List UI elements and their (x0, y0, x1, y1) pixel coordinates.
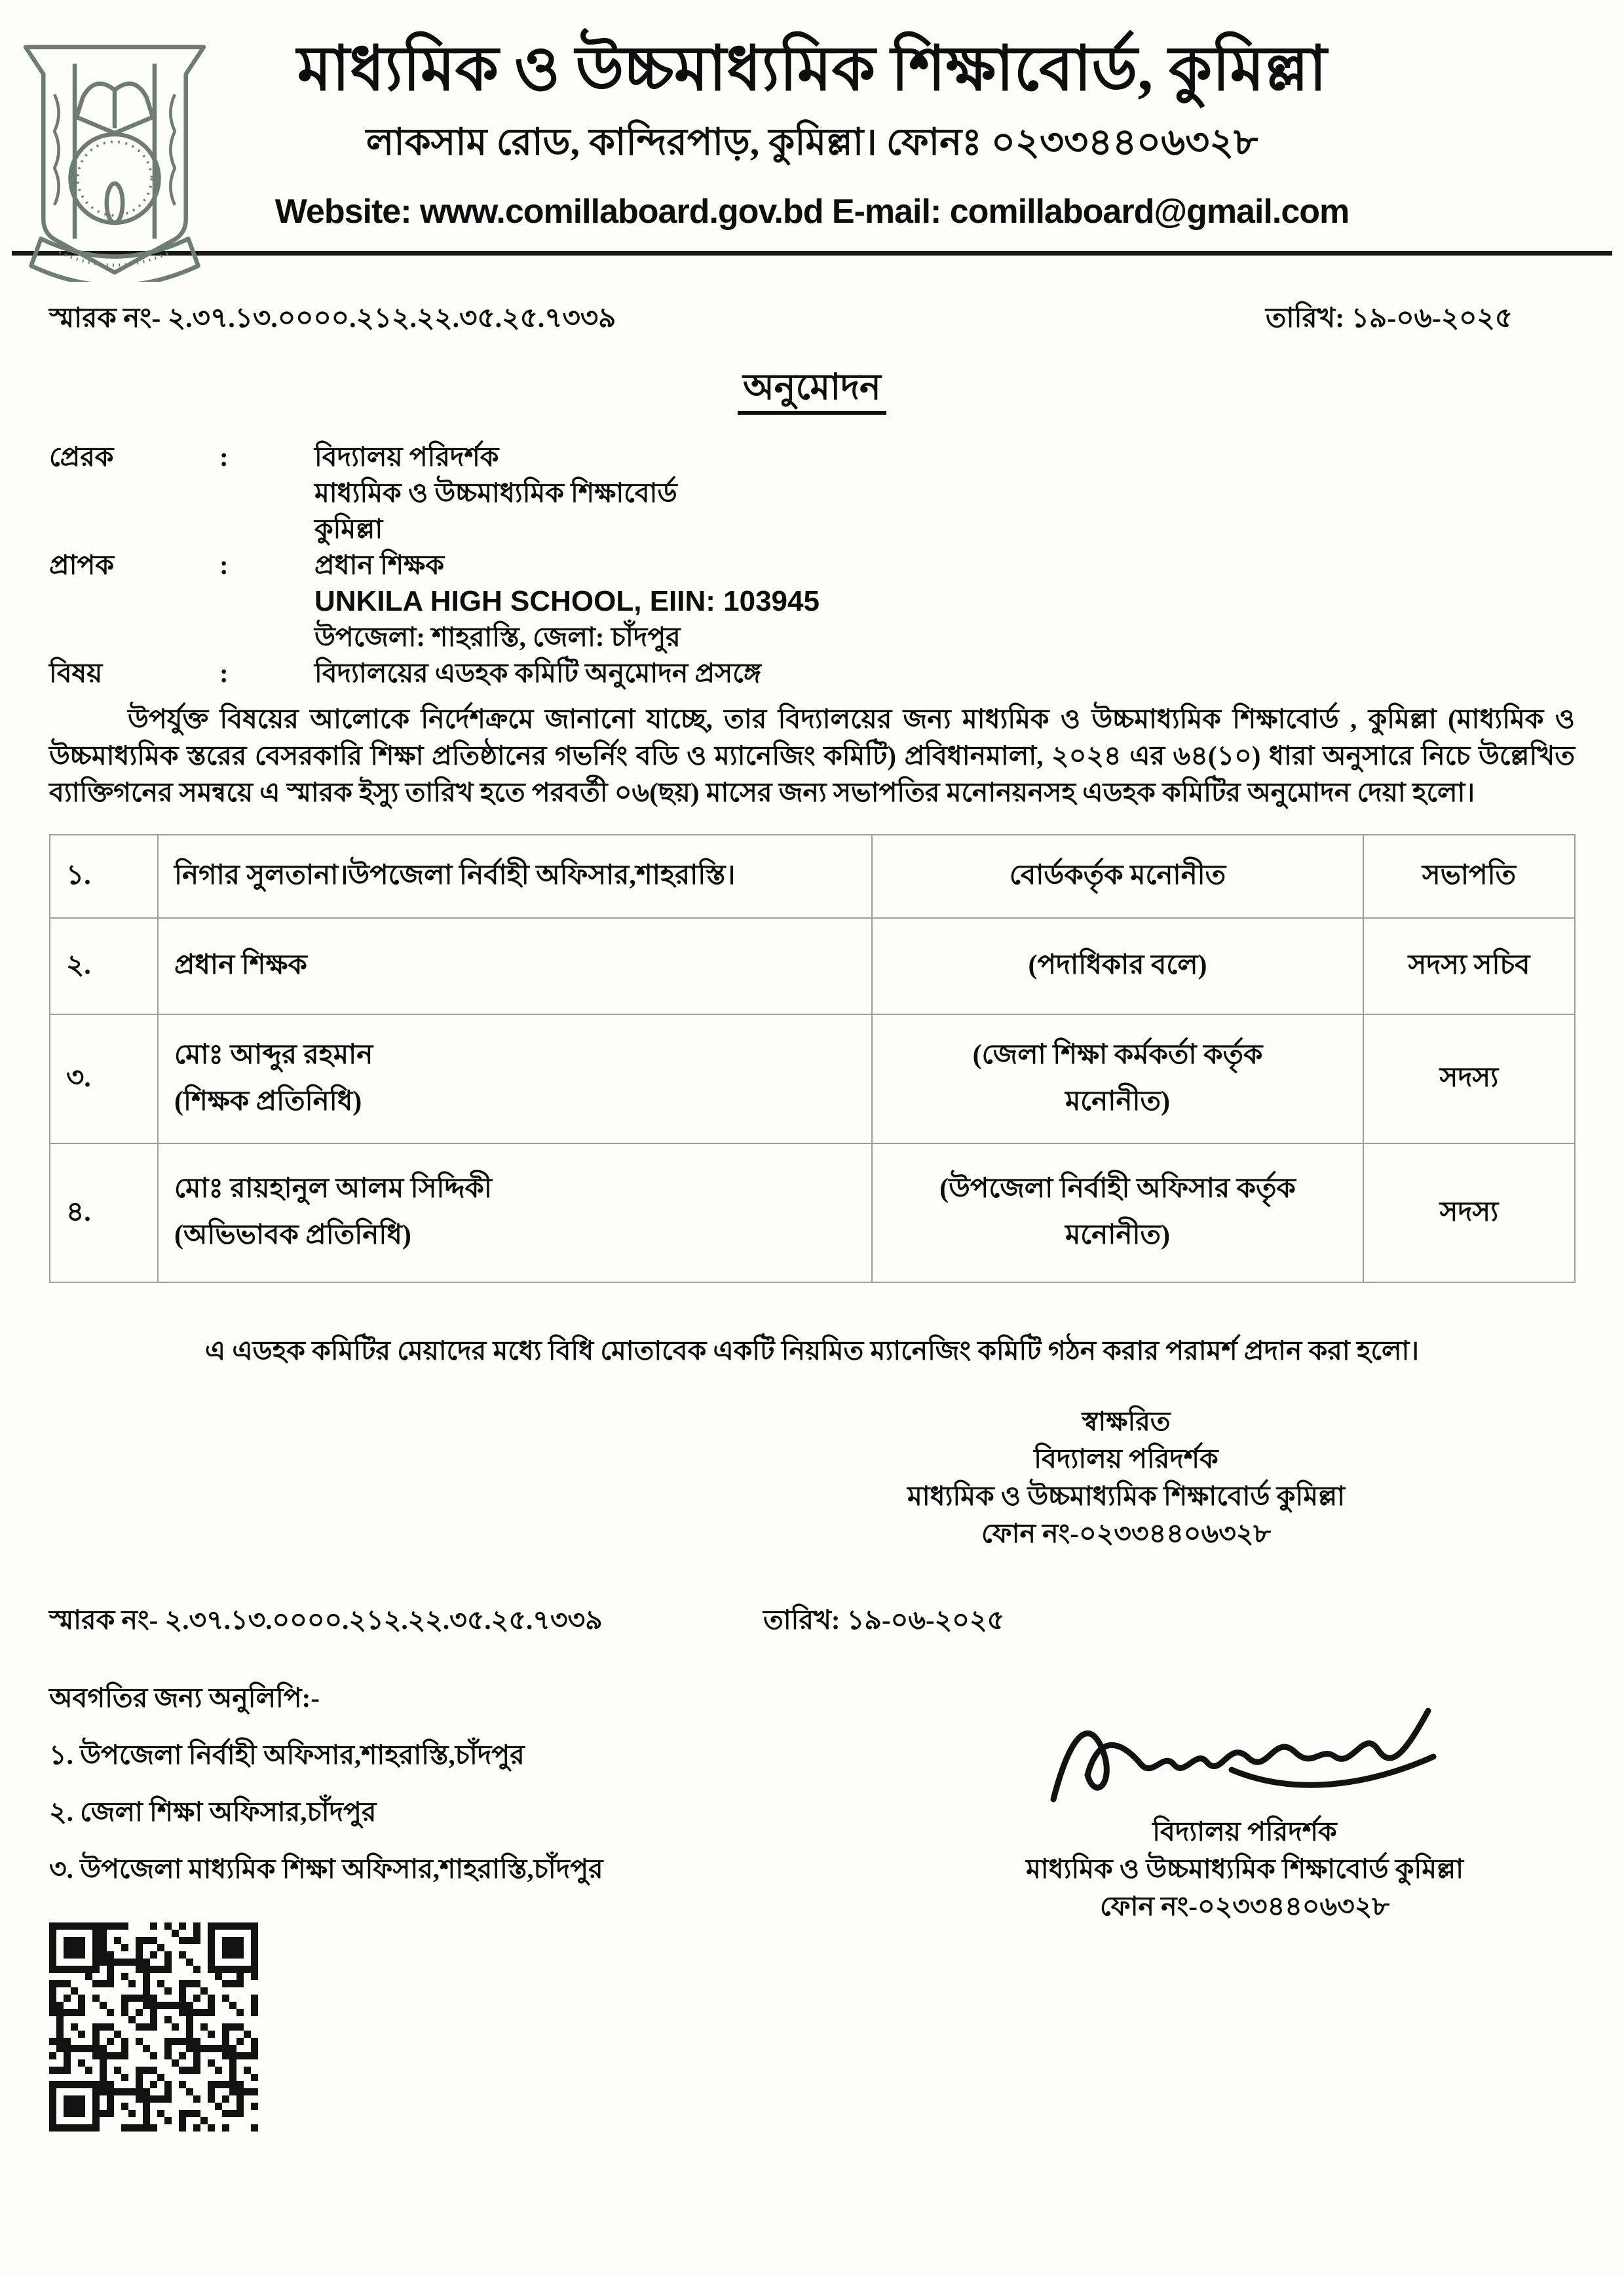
nominated-by: (জেলা শিক্ষা কর্মকর্তা কর্তৃক (972, 1039, 1263, 1070)
bottom-section (0, 1599, 1624, 2132)
designation-cell: সদস্য (1363, 1143, 1575, 1282)
recipient-value (314, 547, 1575, 655)
memo-date: তারিখ: ১৯-০৬-২০২৫ (1265, 303, 1513, 334)
serial-cell: ৪. (50, 1143, 158, 1282)
member-name: প্রধান শিক্ষক (174, 950, 307, 981)
memo-row (0, 256, 1624, 343)
document-title: অনুমোদন (738, 367, 886, 415)
memo2-number: স্মারক নং- ২.৩৭.১৩.০০০০.২১২.২২.৩৫.২৫.৭৩৩৯ (49, 1605, 603, 1635)
sender-line: কুমিল্লা (314, 514, 383, 545)
subject-value: বিদ্যালয়ের এডহক কমিটি অনুমোদন প্রসঙ্গে (314, 658, 761, 689)
signatory-block-top (825, 1403, 1427, 1552)
signatory-designation: বিদ্যালয় পরিদর্শক (1152, 1816, 1337, 1847)
meta-block (0, 419, 1624, 691)
recipient-row (49, 547, 1575, 655)
nominated-by: (পদাধিকার বলে) (1028, 950, 1207, 981)
name-cell (158, 1143, 872, 1282)
cc-item: ১. উপজেলা নির্বাহী অফিসার,শাহরাস্তি,চাঁদপুর (49, 1740, 525, 1770)
signatory-phone: ফোন নং-০২৩৩৪৪০৬৩২৮ (1099, 1891, 1390, 1922)
member-name: মোঃ আব্দুর রহমান (174, 1039, 373, 1070)
subject-label: বিষয় (49, 658, 103, 689)
org-name: মাধ্যমিক ও উচ্চমাধ্যমিক শিক্ষাবোর্ড, কুমিল্লা (297, 34, 1327, 104)
recipient-colon: : (219, 550, 229, 581)
sender-value (314, 439, 1575, 547)
board-seal-logo (16, 36, 213, 285)
recipient-school-line: UNKILA HIGH SCHOOL, EIIN: 103945 (314, 585, 820, 618)
nominated-by-cell (872, 835, 1363, 918)
signatory-org: মাধ্যমিক ও উচ্চমাধ্যমিক শিক্ষাবোর্ড কুমিল্লা (1025, 1854, 1464, 1884)
nominated-by: বোর্ডকর্তৃক মনোনীত (1009, 860, 1226, 891)
nominated-by: (উপজেলা নির্বাহী অফিসার কর্তৃক (939, 1174, 1296, 1204)
designation-cell: সদস্য (1363, 1014, 1575, 1143)
memo2-date: তারিখ: ১৯-০৬-২০২৫ (763, 1605, 1005, 1635)
member-role: (শিক্ষক প্রতিনিধি) (174, 1086, 362, 1117)
body-paragraph: উপর্যুক্ত বিষয়ের আলোকে নির্দেশক্রমে জানানো যাচ্ছে, তার বিদ্যালয়ের জন্য মাধ্যমিক ও উচ্চমাধ্যমিক শিক্ষাবোর্ড , কুমিল্লা (মাধ্যমিক ও উচ্চমাধ্যমিক স্তরের বেসরকারি শিক্ষা প্রতিষ্ঠানের গভর্নিং বডি ও ম্যানেজিং কমিটি) প্রবিধানমালা, ২০২৪ এর ৬৪(১০) ধারা অনুসারে নিচে উল্লেখিত ব্যাক্তিগনের সমন্বয়ে এ স্মারক ইস্যু তারিখ হতে পরবর্তী ০৬(ছয়) মাসের জন্য সভাপতির মনোনয়নসহ এডহক কমিটির অনুমোদন দেয়া হলো। (49, 704, 1575, 808)
name-cell (158, 1014, 872, 1143)
sender-row (49, 439, 1575, 547)
org-address: লাকসাম রোড, কান্দিরপাড়, কুমিল্লা। ফোনঃ ০২৩৩৪৪০৬৩২৮ (366, 122, 1258, 164)
nominated-by: মনোনীত) (1065, 1086, 1171, 1117)
letterhead (0, 0, 1624, 231)
memo-row-2 (49, 1599, 1575, 1645)
recipient-line: প্রধান শিক্ষক (314, 550, 445, 581)
subject-colon: : (219, 658, 229, 689)
sender-line: বিদ্যালয় পরিদর্শক (314, 442, 499, 472)
serial-cell: ২. (50, 918, 158, 1014)
table-row (50, 918, 1575, 1014)
serial-cell: ১. (50, 835, 158, 918)
designation-cell: সদস্য সচিব (1363, 918, 1575, 1014)
nominated-by-cell (872, 1143, 1363, 1282)
header-divider-rule (12, 251, 1612, 256)
table-row (50, 835, 1575, 918)
org-website-email: Website: www.comillaboard.gov.bd E-mail: comillaboard@gmail.com (274, 193, 1350, 231)
nominated-by-cell (872, 918, 1363, 1014)
document-title-wrap (0, 360, 1624, 419)
serial-cell: ৩. (50, 1014, 158, 1143)
member-name: নিগার সুলতানা।উপজেলা নির্বাহী অফিসার,শাহরাস্তি। (174, 860, 736, 891)
handwritten-signature (1035, 1691, 1454, 1816)
member-role: (অভিভাবক প্রতিনিধি) (174, 1220, 411, 1251)
table-row (50, 1143, 1575, 1282)
committee-table (49, 834, 1576, 1283)
table-row (50, 1014, 1575, 1143)
sender-line: মাধ্যমিক ও উচ্চমাধ্যমিক শিক্ষাবোর্ড (314, 478, 677, 508)
member-name: মোঃ রায়হানুল আলম সিদ্দিকী (174, 1174, 492, 1204)
nominated-by-cell (872, 1014, 1363, 1143)
signatory-block-bottom (930, 1691, 1559, 1925)
signed-label: স্বাক্ষরিত (1082, 1406, 1171, 1437)
cc-item: ২. জেলা শিক্ষা অফিসার,চাঁদপুর (49, 1797, 377, 1827)
signatory-designation: বিদ্যালয় পরিদর্শক (1034, 1443, 1218, 1474)
memo-number: স্মারক নং- ২.৩৭.১৩.০০০০.২১২.২২.৩৫.২৫.৭৩৩৯ (49, 303, 616, 334)
sender-label: প্রেরক (49, 442, 114, 472)
nominated-by: মনোনীত) (1065, 1220, 1171, 1251)
signatory-phone: ফোন নং-০২৩৩৪৪০৬৩২৮ (981, 1518, 1272, 1549)
closing-paragraph: এ এডহক কমিটির মেয়াদের মধ্যে বিধি মোতাবেক একটি নিয়মিত ম্যানেজিং কমিটি গঠন করার পরামর্শ প্রদান করা হলো। (204, 1335, 1420, 1366)
cc-item: ৩. উপজেলা মাধ্যমিক শিক্ষা অফিসার,শাহরাস্তি,চাঁদপুর (49, 1854, 603, 1884)
sender-colon: : (219, 442, 229, 472)
recipient-label: প্রাপক (49, 550, 115, 581)
name-cell (158, 835, 872, 918)
subject-row (49, 655, 1575, 691)
recipient-line: উপজেলা: শাহরাস্তি, জেলা: চাঁদপুর (314, 622, 681, 653)
designation-cell: সভাপতি (1363, 835, 1575, 918)
name-cell (158, 918, 872, 1014)
cc-heading: অবগতির জন্য অনুলিপি:- (49, 1683, 320, 1713)
qr-code (49, 1922, 258, 2132)
signatory-org: মাধ্যমিক ও উচ্চমাধ্যমিক শিক্ষাবোর্ড কুমিল্লা (907, 1481, 1346, 1512)
